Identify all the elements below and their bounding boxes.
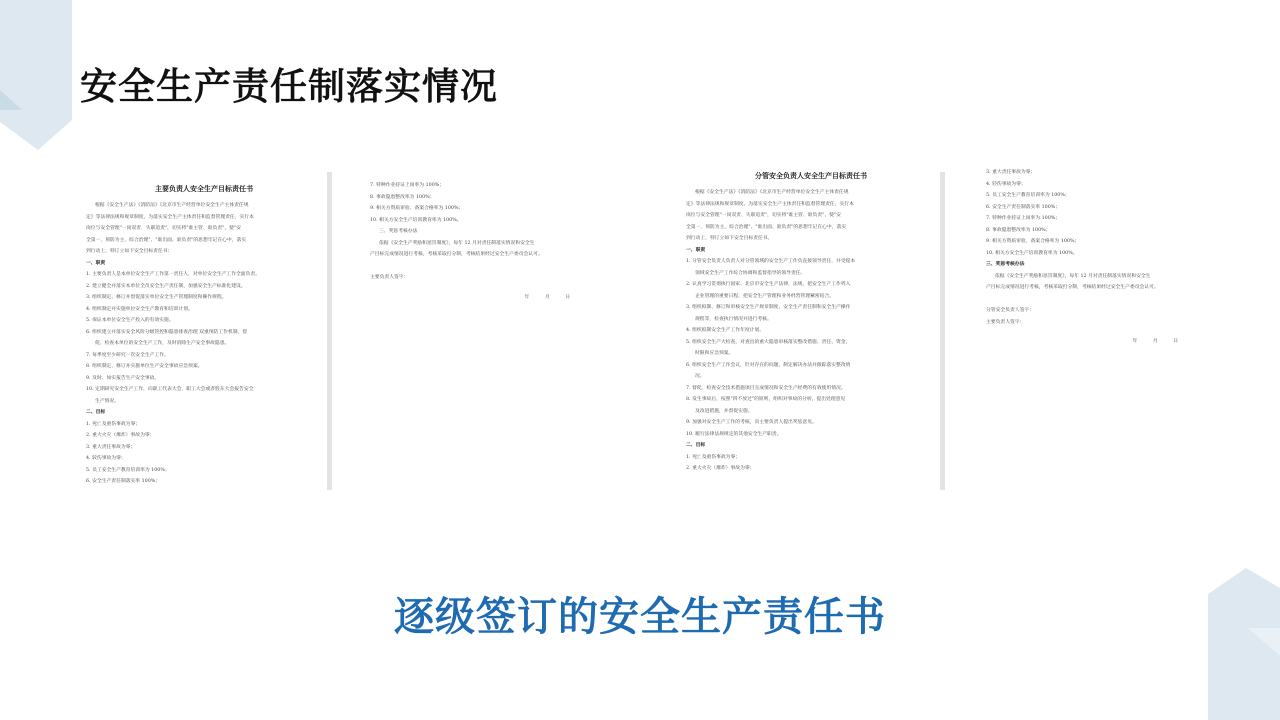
document-line: 岗位与安全管理"一岗双责、失职追责"，切实将"谁主管、谁负责"，使"安 (686, 213, 841, 218)
document-line: 及改进措施，并督促实施。 (695, 408, 753, 414)
document-page-4 (986, 165, 1208, 490)
document-line: 一、职责 (86, 259, 106, 266)
document-line: 5. 员工安全生产教育培训率为 100%； (986, 193, 1070, 198)
document-line: 4. 组织拟制安全生产工作年度计划。 (686, 328, 765, 333)
document-line: 8. 事故隐患整改率为 100%； (986, 227, 1051, 233)
document-line: 10. 履行法律法规规定的其他安全生产职责。 (686, 431, 782, 437)
document-line: 8. 组织制定、修订并实施单位生产安全事故应急预案。 (86, 364, 203, 369)
document-line: 分管安全负责人签字： (986, 308, 1034, 313)
document-line: 一、职责 (686, 246, 706, 253)
document-line: 9. 加强对安全生产工作的考核，向主要负责人提出奖惩意见。 (686, 420, 817, 425)
document-page-2 (370, 172, 600, 490)
page-divider (327, 172, 332, 490)
document-line: 到行动上，特订立如下安全目标责任书： (86, 249, 173, 254)
document-line: 2. 重大火灾（爆炸）事故为零； (86, 433, 155, 438)
document-line: 10. 相关方安全生产培训教育率为 100%。 (986, 250, 1078, 256)
document-line: 到行动上，特订立如下安全目标责任书。 (686, 236, 773, 241)
document-line: 全第一，预防为主，综合治理"、"谁出面、谁负责"的思想牢记在心中，落实 (686, 224, 847, 230)
document-line: 6. 安全生产责任制落实率 100%； (86, 479, 161, 484)
document-page-1 (86, 172, 322, 490)
document-body (86, 200, 322, 488)
slide-subtitle: 逐级签订的安全生产责任书 (394, 594, 886, 640)
document-line: 二、目标 (686, 442, 706, 448)
document-line: 7. 每季度至少研究一次安全生产工作。 (86, 352, 169, 358)
document-line: 1. 死亡及重伤事故为零； (686, 454, 741, 460)
document-line: 2. 认真学习贯彻执行国家、北京市安全生产法律、法规，把安全生产工作列入 (686, 282, 851, 287)
document-line: 定》等法律法规和规章制度，为落实安全生产主体责任和监督管理责任，实行本 (686, 201, 854, 207)
document-line: 9. 相关方资质审验、备案合格率为 100%； (986, 239, 1080, 244)
document-line: 根据《安全生产法》《消防法》《北京市生产经营单位安全生产主体责任规 (695, 190, 849, 195)
document-line: 1. 主要负责人是本单位安全生产工作第一责任人，对单位安全生产工作全面负责。 (86, 272, 260, 277)
document-line: 6. 组织安全生产工作会议，针对存在的问题，制定解决办法并跟踪落实整改情 (686, 362, 851, 368)
document-line: 依据《安全生产奖励和惩罚制度》，每年 12 月对责任制落实情况和安全生 (995, 273, 1151, 279)
document-line: 生产情况。 (95, 398, 119, 404)
document-line: 7. 特种作业持证上岗率为 100%； (370, 183, 445, 188)
document-line: 7. 特种作业持证上岗率为 100%； (986, 216, 1061, 221)
document-line: 企业管理的重要日程，把安全生产管理和业务经营管理紧密结合。 (695, 293, 835, 299)
document-line: 3. 组织拟制、修订和审核安全生产规章制度、安全生产责任制和安全生产操作 (686, 305, 851, 310)
document-line: 二、目标 (86, 409, 106, 415)
document-line: 3. 重大责任事故为零； (86, 444, 136, 450)
document-line: 产目标完成情况进行考核，考核采取打分制，考核结果经过安全生产委员会认可。 (986, 285, 1159, 290)
document-line: 9. 及时、如实报告生产安全事故。 (86, 375, 160, 381)
top-left-decoration (0, 0, 72, 152)
document-line: 岗位与安全管理"一岗双责、失职追责"，切实将"谁主管、谁负责"，使"安 (86, 226, 241, 231)
document-line: 年 月 日 (524, 294, 570, 300)
document-line: 4. 组织制定并实施单位安全生产教育和培训计划。 (86, 306, 193, 312)
document-line: 产目标完成情况进行考核，考核采取打分制，考核结果经过安全生产委员会认可。 (370, 252, 543, 257)
document-line: 6. 组织建立并落实安全风险分级管控和隐患排查治理 双重预防工作机制，督 (86, 329, 248, 335)
document-line: 规程等，检查执行情况并进行考核。 (695, 316, 772, 322)
document-heading: 分管安全负责人安全生产目标责任书 (755, 171, 867, 180)
document-line: 领域安全生产工作综合协调和监督指导的领导责任。 (695, 270, 806, 276)
document-line: 时限和应急预案。 (695, 351, 734, 356)
document-line: 8. 发生事故后，按照"四不放过"的原则，组织对事故的分析，提出处理意见 (686, 397, 846, 402)
document-line: 根据《安全生产法》《消防法》《北京市生产经营单位安全生产主体责任规 (95, 203, 249, 208)
document-line: 5. 组织安全生产大检查，对查出的重大隐患审核落实整改措施、责任、资金、 (686, 339, 851, 345)
document-line: 6. 安全生产责任制落实率 100%； (986, 204, 1061, 210)
document-line: 9. 相关方资质审验、备案合格率为 100%； (370, 206, 464, 211)
document-line: 三、奖惩考核办法 (379, 229, 418, 234)
document-line: 7. 督促、检查安全技术措施项目完成情况和安全生产经费的有效使用情况。 (686, 385, 846, 391)
document-line: 定》等法律法规和规章制度，为落实安全生产主体责任和监督管理责任，实行本 (86, 214, 254, 220)
document-line: 8. 事故隐患整改率为 100%； (370, 194, 435, 200)
document-line: 年 月 日 (1132, 339, 1178, 344)
document-line: 4. 轻伤事故为零； (986, 181, 1026, 187)
document-heading: 主要负责人安全生产目标责任书 (155, 184, 253, 193)
document-line: 主要负责人签字： (370, 275, 409, 280)
document-line: 10. 定期研究安全生产工作，向职工代表大会、职工大会或者股东大会报告安全 (86, 387, 254, 392)
document-line: 4. 较伤事故为零； (86, 456, 126, 461)
document-line: 1. 死亡及重伤事故为零； (86, 421, 141, 427)
document-line: 主要负责人签字： (986, 319, 1025, 325)
document-body (370, 180, 600, 303)
document-line: 依据《安全生产奖励和惩罚制度》，每年 12 月对责任制落实情况和安全生 (379, 240, 535, 246)
document-line: 1. 分管安全负责人负责人对分管领域的安全生产工作负直接领导责任，并受提本 (686, 259, 856, 264)
document-line: 全第一、预防为主、综合治理"、"谁出面、谁负责"的思想牢记在心中，落实 (86, 237, 247, 243)
document-line: 10. 相关方安全生产培训教育率为 100%。 (370, 217, 462, 223)
document-line: 5. 员工安全生产教育培训率为 100%； (86, 467, 170, 473)
document-line: 5. 保证本单位安全生产投入的有效实施。 (86, 318, 174, 323)
document-body (986, 167, 1208, 348)
page-title: 安全生产责任制落实情况 (80, 65, 498, 108)
document-line (986, 294, 1208, 306)
document-line: 2. 建立健全并落实本单位全员安全生产责任制，加强安全生产标准化建设。 (86, 283, 246, 289)
document-body (686, 187, 936, 475)
document-line: 况。 (695, 374, 705, 379)
document-page-3 (686, 165, 936, 490)
document-line: 促、检查本单位的安全生产工作，及时消除生产安全事故隐患。 (95, 341, 230, 346)
page-divider (940, 172, 945, 490)
document-line: 2. 重大火灾（爆炸）事故为零； (686, 466, 755, 471)
document-line: 3. 组织制定、修订并督促落实单位安全生产管理制度和操作规程。 (86, 295, 227, 300)
document-line: 三、奖惩考核办法 (986, 261, 1025, 267)
document-line (370, 261, 600, 273)
document-line: 3. 重大责任事故为零； (986, 170, 1036, 175)
